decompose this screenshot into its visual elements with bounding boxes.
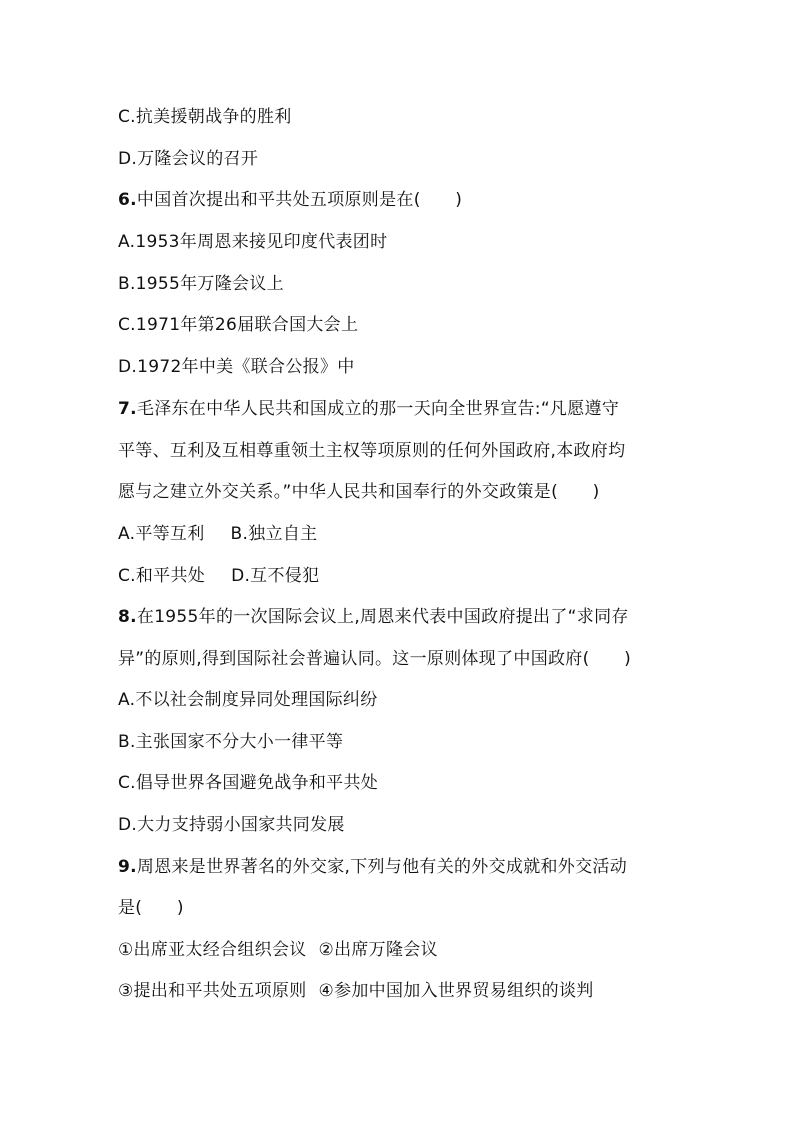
- question-number: 9.: [118, 857, 137, 877]
- option-text: A.不以社会制度异同处理国际纠纷: [118, 690, 378, 710]
- q5-option-c: [118, 106, 292, 128]
- option-text: C.抗美援朝战争的胜利: [118, 107, 292, 127]
- question-text: 毛泽东在中华人民共和国成立的那一天向全世界宣告:“凡愿遵守: [136, 399, 620, 419]
- option-b-text: B.独立自主: [230, 524, 318, 544]
- q7-stem-line3: [118, 481, 600, 503]
- question-number: 6.: [118, 190, 137, 210]
- q8-option-b: [118, 731, 343, 753]
- q9-items-12: [118, 939, 438, 961]
- q8-stem-line2: [118, 648, 631, 670]
- question-text: 是( ): [118, 898, 184, 918]
- q6-option-b: [118, 273, 284, 295]
- option-text: D.大力支持弱小国家共同发展: [118, 815, 345, 835]
- question-text: 中国首次提出和平共处五项原则是在( ): [136, 190, 463, 210]
- q8-option-a: [118, 689, 378, 711]
- question-text: 平等、互利及互相尊重领土主权等项原则的任何外国政府,本政府均: [118, 441, 626, 461]
- option-text: D.万隆会议的召开: [118, 149, 259, 169]
- option-text: C.倡导世界各国避免战争和平共处: [118, 773, 379, 793]
- question-number: 7.: [118, 399, 137, 419]
- option-text: A.1953年周恩来接见印度代表团时: [118, 232, 388, 252]
- q9-stem-line1: [118, 856, 627, 878]
- q6-option-a: [118, 231, 387, 253]
- question-text: 异”的原则,得到国际社会普遍认同。这一原则体现了中国政府( ): [118, 649, 632, 669]
- q8-option-d: [118, 814, 345, 836]
- q7-stem-line2: [118, 440, 625, 462]
- q8-option-c: [118, 772, 378, 794]
- q8-stem-line1: [118, 606, 629, 628]
- question-number: 8.: [118, 607, 137, 627]
- option-text: C.1971年第26届联合国大会上: [118, 315, 359, 335]
- item-1-text: ①出席亚太经合组织会议: [118, 940, 307, 960]
- option-d-text: D.互不侵犯: [231, 566, 320, 586]
- q6-option-c: [118, 314, 358, 336]
- option-text: B.1955年万隆会议上: [118, 274, 284, 294]
- q7-stem-line1: [118, 398, 619, 420]
- question-text: 周恩来是世界著名的外交家,下列与他有关的外交成就和外交活动: [136, 857, 627, 877]
- q5-option-d: [118, 148, 258, 170]
- q6-option-d: [118, 356, 355, 378]
- question-text: 在1955年的一次国际会议上,周恩来代表中国政府提出了“求同存: [136, 607, 629, 627]
- q9-stem-line2: [118, 897, 184, 919]
- q7-options-ab: [118, 523, 317, 545]
- question-text: 愿与之建立外交关系。”中华人民共和国奉行的外交政策是( ): [118, 482, 600, 502]
- item-3-text: ③提出和平共处五项原则: [118, 981, 307, 1001]
- option-c-text: C.和平共处: [118, 566, 206, 586]
- q9-items-34: [118, 980, 594, 1002]
- item-2-text: ②出席万隆会议: [318, 940, 438, 960]
- option-a-text: A.平等互利: [118, 524, 205, 544]
- option-text: D.1972年中美《联合公报》中: [118, 357, 355, 377]
- item-4-text: ④参加中国加入世界贸易组织的谈判: [318, 981, 594, 1001]
- q7-options-cd: [118, 565, 319, 587]
- q6-stem: [118, 189, 462, 211]
- option-text: B.主张国家不分大小一律平等: [118, 732, 344, 752]
